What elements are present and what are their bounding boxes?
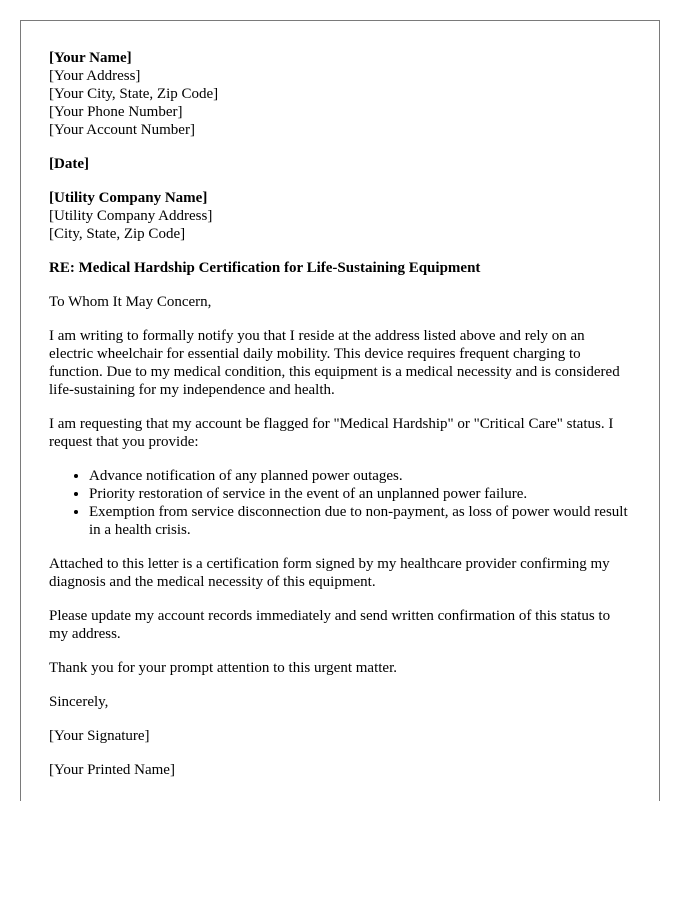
sender-name: [Your Name]: [49, 50, 132, 66]
printed-name-placeholder: [Your Printed Name]: [49, 762, 175, 778]
body-paragraph-3: Attached to this letter is a certification form signed by my healthcare provider confirming my diagnosis and the medical necessity of this equipment.: [49, 556, 610, 590]
body-paragraph-5: Thank you for your prompt attention to this urgent matter.: [49, 660, 397, 676]
salutation: To Whom It May Concern,: [49, 294, 212, 310]
date-block: [49, 155, 631, 173]
requests-list: [49, 467, 631, 539]
recipient-block: [49, 189, 631, 243]
sender-city-state-zip: [Your City, State, Zip Code]: [49, 86, 219, 102]
list-item: • Priority restoration of service in the event of an unplanned power failure.: [89, 485, 631, 503]
sender-address: [Your Address]: [49, 68, 141, 84]
signature-placeholder: [Your Signature]: [49, 728, 150, 744]
body-paragraph-4: Please update my account records immediately and send written confirmation of this status to my address.: [49, 608, 611, 642]
recipient-company-address: [Utility Company Address]: [49, 208, 213, 224]
sender-phone: [Your Phone Number]: [49, 104, 183, 120]
sender-block: [49, 49, 631, 139]
recipient-city-state-zip: [City, State, Zip Code]: [49, 226, 186, 242]
sender-account: [Your Account Number]: [49, 122, 195, 138]
body-paragraph-1: I am writing to formally notify you that I reside at the address listed above and rely on an electric wheelchair for essential daily mobility. This device requires frequent charging to function. Due to my medical condition, this equipment is a medical necessity and is considered life-sustaining for my independence and health.: [49, 328, 620, 398]
recipient-company-name: [Utility Company Name]: [49, 190, 208, 206]
letter-page: [20, 20, 660, 801]
closing: Sincerely,: [49, 694, 109, 710]
subject-line: RE: Medical Hardship Certification for Life-Sustaining Equipment: [49, 260, 481, 276]
letter-date: [Date]: [49, 156, 89, 172]
list-item: • Advance notification of any planned power outages.: [89, 467, 631, 485]
list-item: • Exemption from service disconnection due to non-payment, as loss of power would result in a health crisis.: [89, 503, 631, 539]
body-paragraph-2: I am requesting that my account be flagged for "Medical Hardship" or "Critical Care" status. I request that you provide:: [49, 416, 614, 450]
